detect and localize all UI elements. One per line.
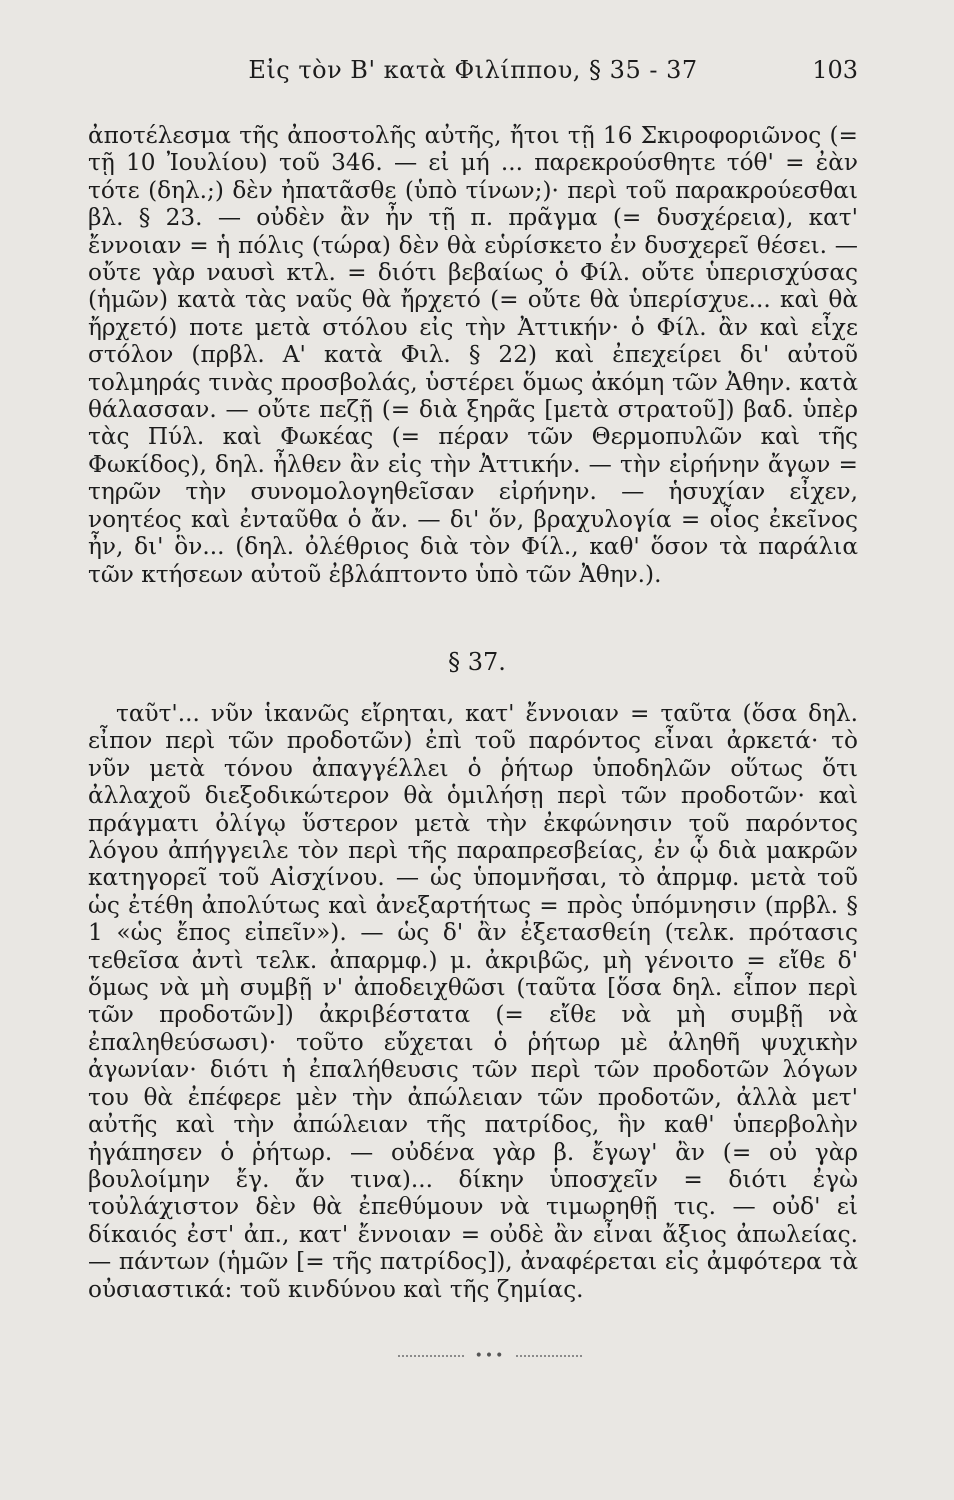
commentary-paragraph-2 <box>88 700 858 1303</box>
page-header <box>88 56 858 96</box>
commentary-paragraph-1 <box>88 122 858 588</box>
paragraph-text: ἀποτέλεσμα τῆς ἀποστολῆς αὐτῆς, ἤτοι τῇ 16 Σκιροφοριῶνος (= τῇ 10 Ἰουλίου) τοῦ 346. — εἰ μή ... παρεκρούσθητε τόθ' = ἐὰν τότε (δηλ.;) δὲν ἠπατᾶσθε (ὑπὸ τίνων;)· περὶ τοῦ παρακρούεσθαι βλ. § 23. — οὐδὲν ἂν ἦν τῇ π. πρᾶγμα (= δυσχέρεια), κατ' ἔννοιαν = ἡ πόλις (τώρα) δὲν θὰ εὑρίσκετο ἐν δυσχερεῖ θέσει. — οὔτε γὰρ ναυσὶ κτλ. = διότι βεβαίως ὁ Φίλ. οὔτε ὑπερισχύσας (ἡμῶν) κατὰ τὰς ναῦς θὰ ἤρχετό (= οὔτε θὰ ὑπερίσχυε... καὶ θὰ ἤρχετό) ποτε μετὰ στόλου εἰς τὴν Ἀττικήν· ὁ Φίλ. ἂν καὶ εἶχε στόλον (πρβλ. Α' κατὰ Φιλ. § 22) καὶ ἐπεχείρει δι' αὐτοῦ τολμηράς τινὰς προσβολάς, ὑστέρει ὅμως ἀκόμη τῶν Ἀθην. κατὰ θάλασσαν. — οὔτε πεζῇ (= διὰ ξηρᾶς [μετὰ στρατοῦ]) βαδ. ὑπὲρ τὰς Πύλ. καὶ Φωκέας (= πέραν τῶν Θερμοπυλῶν καὶ τῆς Φωκίδος), δηλ. ἦλθεν ἂν εἰς τὴν Ἀττικήν. — τὴν εἰρήνην ἄγων = τηρῶν τὴν συνομολογηθεῖσαν εἰρήνην. — ἡσυχίαν εἶχεν, νοητέος καὶ ἐνταῦθα ὁ ἄν. — δι' ὅν, βραχυλογία = οἷος ἐκεῖνος ἦν, δι' ὃν... (δηλ. ὀλέθριος διὰ τὸν Φίλ., καθ' ὅσον τὰ παράλια τῶν κτήσεων αὐτοῦ ἐβλάπτοντο ὑπὸ τῶν Ἀθην.). <box>88 122 858 588</box>
paragraph-text: ταῦτ'... νῦν ἱκανῶς εἴρηται, κατ' ἔννοιαν = ταῦτα (ὅσα δηλ. εἶπον περὶ τῶν προδοτῶν) ἐπὶ τοῦ παρόντος εἶναι ἀρκετά· τὸ νῦν μετὰ τόνου ἀπαγγέλλει ὁ ῥήτωρ ὑποδηλῶν οὕτως ὅτι ἀλλαχοῦ διεξοδικώτερον θὰ ὁμιλήσῃ περὶ τῶν προδοτῶν· καὶ πράγματι ὀλίγῳ ὕστερον μετὰ τὴν ἐκφώνησιν τοῦ παρόντος λόγου ἀπήγγειλε τὸν περὶ τῆς παραπρεσβείας, ἐν ᾧ διὰ μακρῶν κατηγορεῖ τοῦ Αἰσχίνου. — ὡς ὑπομνῆσαι, τὸ ἀπρμφ. μετὰ τοῦ ὡς ἐτέθη ἀπολύτως καὶ ἀνεξαρτήτως = πρὸς ὑπόμνησιν (πρβλ. § 1 «ὡς ἔπος εἰπεῖν»). — ὡς δ' ἂν ἐξετασθείη (τελκ. πρότασις τεθεῖσα ἀντὶ τελκ. ἀπαρμφ.) μ. ἀκριβῶς, μὴ γένοιτο = εἴθε δ' ὅμως νὰ μὴ συμβῇ ν' ἀποδειχθῶσι (ταῦτα [ὅσα δηλ. εἶπον περὶ τῶν προδοτῶν]) ἀκριβέστατα (= εἴθε νὰ μὴ συμβῇ νὰ ἐπαληθεύσωσι)· τοῦτο εὔχεται ὁ ῥήτωρ μὲ ἀληθῆ ψυχικὴν ἀγωνίαν· διότι ἡ ἐπαλήθευσις τῶν περὶ τῶν προδοτῶν λόγων του θὰ ἐπέφερε μὲν τὴν ἀπώλειαν τῶν προδοτῶν, ἀλλὰ μετ' αὐτῆς καὶ τὴν ἀπώλειαν τῆς πατρίδος, ἣν καθ' ὑπερβολὴν ἠγάπησεν ὁ ῥήτωρ. — οὐδένα γὰρ β. ἔγωγ' ἂν (= οὐ γὰρ βουλοίμην ἔγ. ἄν τινα)... δίκην ὑποσχεῖν = διότι ἐγὼ τοὐλάχιστον δὲν θὰ ἐπεθύμουν νὰ τιμωρηθῇ τις. — οὐδ' εἰ δίκαιός ἐστ' ἀπ., κατ' ἔννοιαν = οὐδὲ ἂν εἶναι ἄξιος ἀπωλείας. — πάντων (ἡμῶν [= τῆς πατρίδος]), ἀναφέρεται εἰς ἀμφότερα τὰ οὐσιαστικά: τοῦ κινδύνου καὶ τῆς ζημίας. <box>88 700 858 1303</box>
ornament-dots: ••• <box>474 1348 506 1364</box>
page-number: 103 <box>812 56 858 84</box>
running-head: Εἰς τὸν Β' κατὰ Φιλίππου, § 35 - 37 <box>248 56 698 84</box>
ornament-rule-left <box>398 1355 464 1358</box>
ornament-rule-right <box>516 1355 582 1358</box>
section-heading: § 37. <box>448 648 506 676</box>
end-ornament <box>398 1348 582 1364</box>
